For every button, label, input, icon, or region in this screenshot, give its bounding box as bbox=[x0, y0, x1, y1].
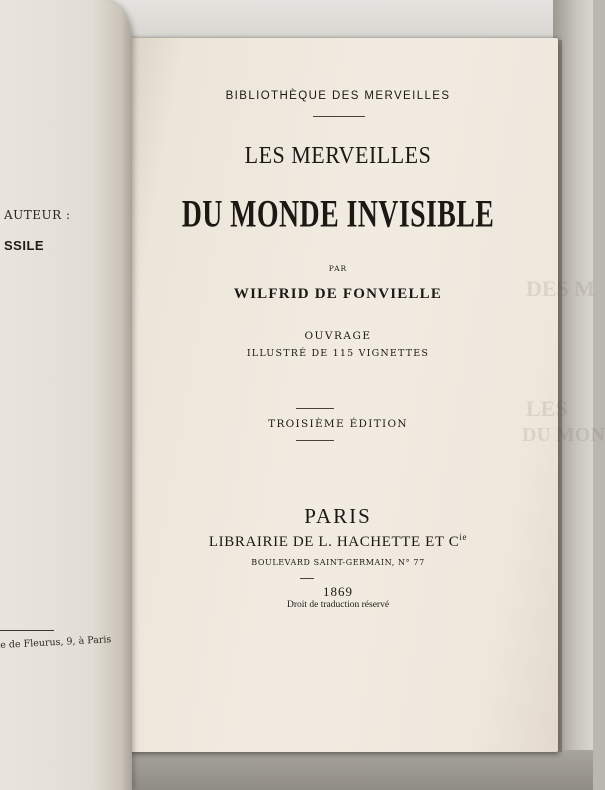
ouvrage-label: OUVRAGE bbox=[304, 330, 372, 342]
series-title: BIBLIOTHÈQUE DES MERVEILLES bbox=[225, 90, 451, 102]
author-name: WILFRID DE FONVIELLE bbox=[233, 286, 443, 302]
edition-label: TROISIÈME ÉDITION bbox=[268, 418, 408, 430]
publication-year: 1869 bbox=[323, 584, 353, 599]
title-line-1: LES MERVEILLES bbox=[244, 140, 432, 169]
ghost-text-1: DES M bbox=[526, 276, 596, 301]
publisher-city: PARIS bbox=[304, 504, 372, 528]
publisher-name-text: LIBRAIRIE DE L. HACHETTE ET C bbox=[208, 534, 460, 550]
edition-rule-top bbox=[296, 408, 334, 409]
publisher-address: BOULEVARD SAINT-GERMAIN, N° 77 bbox=[251, 558, 425, 567]
year-rule bbox=[300, 578, 314, 579]
publisher-name bbox=[118, 532, 558, 551]
ghost-text-3: DU MON bbox=[522, 424, 605, 446]
title-line-2: DU MONDE INVISIBLE bbox=[181, 193, 495, 236]
illustrations-note: ILLUSTRÉ DE 115 VIGNETTES bbox=[246, 348, 430, 359]
facing-imprint: e de Fleurus, 9, à Paris bbox=[0, 634, 112, 651]
edition-rule-bottom bbox=[296, 440, 334, 441]
facing-auteur-text: AUTEUR : bbox=[4, 208, 71, 222]
title-page bbox=[118, 38, 605, 752]
par-label: PAR bbox=[328, 264, 348, 273]
publisher-superscript: ie bbox=[459, 532, 468, 542]
ghost-text-2: LES bbox=[526, 396, 568, 421]
series-rule bbox=[313, 116, 365, 117]
facing-name-fragment: SSILE bbox=[4, 238, 45, 253]
rights-notice: Droit de traduction réservé bbox=[286, 600, 390, 610]
facing-rule bbox=[0, 630, 54, 631]
facing-page bbox=[0, 0, 132, 790]
